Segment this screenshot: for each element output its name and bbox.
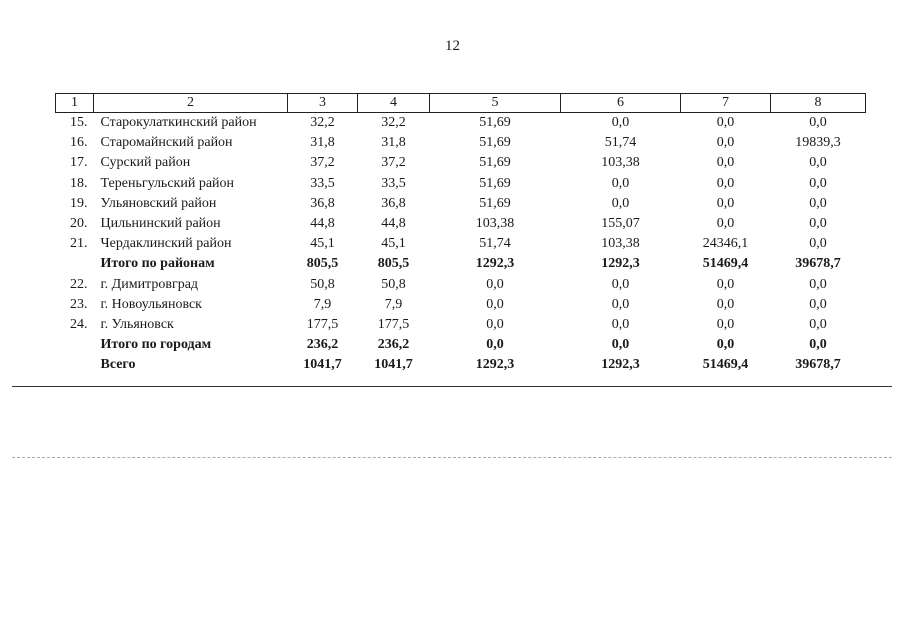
table-row xyxy=(56,174,866,194)
value-col-5: 0,0 xyxy=(486,276,504,292)
value-col-4: 805,5 xyxy=(377,256,410,272)
table-body xyxy=(56,113,866,376)
value-col-6: 1292,3 xyxy=(601,256,640,272)
table-row xyxy=(56,295,866,315)
value-col-4: 236,2 xyxy=(377,337,410,353)
row-number: 21. xyxy=(70,236,88,252)
row-number xyxy=(56,355,94,375)
value-col-5: 0,0 xyxy=(486,296,504,312)
value-col-8: 0,0 xyxy=(809,115,827,131)
column-header: 5 xyxy=(430,94,561,113)
value-col-7: 0,0 xyxy=(716,296,735,312)
value-col-3: 45,1 xyxy=(310,236,335,252)
value-col-4: 33,5 xyxy=(381,175,406,191)
row-name: г. Димитровград xyxy=(100,276,199,292)
value-col-6: 0,0 xyxy=(611,296,630,312)
row-number: 20. xyxy=(70,216,88,232)
value-col-6: 0,0 xyxy=(611,316,630,332)
table-row xyxy=(56,153,866,173)
value-col-5: 51,69 xyxy=(479,155,511,171)
value-col-3: 177,5 xyxy=(306,316,339,332)
value-col-7: 0,0 xyxy=(716,175,735,191)
value-col-7: 0,0 xyxy=(716,195,735,211)
row-number xyxy=(56,335,94,355)
value-col-5: 51,69 xyxy=(479,135,511,151)
value-col-8: 0,0 xyxy=(809,236,827,252)
row-name: Ульяновский район xyxy=(100,195,217,211)
value-col-3: 7,9 xyxy=(313,296,332,312)
scan-artifact-line xyxy=(12,457,892,458)
value-col-7: 0,0 xyxy=(716,216,735,232)
value-col-8: 19839,3 xyxy=(795,135,841,151)
column-header: 4 xyxy=(358,94,430,113)
value-col-6: 103,38 xyxy=(601,236,640,252)
value-col-3: 1041,7 xyxy=(303,357,342,373)
column-header: 3 xyxy=(288,94,358,113)
column-header: 7 xyxy=(681,94,771,113)
row-name: Чердаклинский район xyxy=(100,236,232,252)
row-name: Цильнинский район xyxy=(100,216,221,232)
value-col-7: 24346,1 xyxy=(702,236,749,252)
value-col-6: 0,0 xyxy=(611,175,630,191)
row-name: Старокулаткинский район xyxy=(100,115,257,131)
value-col-3: 44,8 xyxy=(310,216,335,232)
value-col-7: 0,0 xyxy=(716,316,735,332)
value-col-5: 0,0 xyxy=(486,316,504,332)
value-col-4: 31,8 xyxy=(381,135,406,151)
value-col-8: 0,0 xyxy=(809,175,827,191)
value-col-7: 51469,4 xyxy=(702,357,749,373)
value-col-3: 236,2 xyxy=(306,337,339,353)
row-name: Старомайнский район xyxy=(100,135,233,151)
table-row xyxy=(56,234,866,254)
table-row xyxy=(56,275,866,295)
row-name: Всего xyxy=(100,357,136,373)
value-col-7: 51469,4 xyxy=(702,256,749,272)
value-col-4: 45,1 xyxy=(381,236,406,252)
value-col-8: 0,0 xyxy=(809,337,827,353)
column-header: 1 xyxy=(56,94,94,113)
row-number: 24. xyxy=(70,316,88,332)
value-col-8: 39678,7 xyxy=(795,256,841,272)
value-col-8: 0,0 xyxy=(809,296,827,312)
row-number: 22. xyxy=(70,276,88,292)
row-name: г. Новоульяновск xyxy=(100,296,202,312)
value-col-6: 0,0 xyxy=(611,276,630,292)
value-col-8: 0,0 xyxy=(809,276,827,292)
value-col-7: 0,0 xyxy=(716,135,735,151)
column-header: 2 xyxy=(94,94,288,113)
table-row xyxy=(56,335,866,355)
value-col-4: 50,8 xyxy=(381,276,406,292)
value-col-4: 1041,7 xyxy=(374,357,413,373)
row-name: Тереньгульский район xyxy=(100,175,235,191)
column-header: 8 xyxy=(771,94,866,113)
value-col-7: 0,0 xyxy=(716,155,735,171)
table-row xyxy=(56,133,866,153)
value-col-6: 51,74 xyxy=(604,135,637,151)
row-number: 19. xyxy=(70,195,88,211)
value-col-4: 32,2 xyxy=(381,115,406,131)
row-name: Итого по районам xyxy=(100,256,215,272)
row-number: 18. xyxy=(70,175,88,191)
table-row xyxy=(56,355,866,375)
value-col-3: 37,2 xyxy=(310,155,335,171)
horizontal-rule xyxy=(12,386,892,387)
row-name: Итого по городам xyxy=(100,337,212,353)
value-col-6: 0,0 xyxy=(611,195,630,211)
table-row xyxy=(56,315,866,335)
value-col-4: 37,2 xyxy=(381,155,406,171)
value-col-3: 36,8 xyxy=(310,195,335,211)
value-col-3: 805,5 xyxy=(306,256,339,272)
value-col-6: 155,07 xyxy=(601,216,640,232)
value-col-8: 0,0 xyxy=(809,216,827,232)
value-col-5: 103,38 xyxy=(475,216,515,232)
value-col-6: 0,0 xyxy=(611,115,630,131)
value-col-8: 39678,7 xyxy=(795,357,841,373)
table-row xyxy=(56,254,866,274)
row-number xyxy=(56,254,94,274)
value-col-3: 32,2 xyxy=(310,115,335,131)
value-col-5: 1292,3 xyxy=(475,256,515,272)
value-col-5: 51,69 xyxy=(479,195,511,211)
value-col-7: 0,0 xyxy=(716,337,735,353)
row-number: 17. xyxy=(70,155,88,171)
value-col-5: 51,69 xyxy=(479,115,511,131)
value-col-4: 177,5 xyxy=(377,316,410,332)
value-col-3: 33,5 xyxy=(310,175,335,191)
table-row xyxy=(56,113,866,134)
value-col-6: 1292,3 xyxy=(601,357,640,373)
column-header: 6 xyxy=(561,94,681,113)
table-row xyxy=(56,214,866,234)
row-number: 23. xyxy=(70,296,88,312)
page-number: 12 xyxy=(445,38,460,54)
value-col-4: 36,8 xyxy=(381,195,406,211)
value-col-4: 44,8 xyxy=(381,216,406,232)
row-name: г. Ульяновск xyxy=(100,316,174,332)
row-number: 15. xyxy=(70,115,88,131)
table-header-row xyxy=(56,94,866,113)
value-col-5: 1292,3 xyxy=(475,357,515,373)
value-col-8: 0,0 xyxy=(809,316,827,332)
value-col-6: 103,38 xyxy=(601,155,640,171)
value-col-7: 0,0 xyxy=(716,115,735,131)
value-col-6: 0,0 xyxy=(611,337,630,353)
value-col-5: 51,74 xyxy=(479,236,511,252)
table-row xyxy=(56,194,866,214)
value-col-3: 50,8 xyxy=(310,276,335,292)
value-col-5: 0,0 xyxy=(486,337,504,353)
value-col-5: 51,69 xyxy=(479,175,511,191)
data-table xyxy=(55,93,866,375)
row-number: 16. xyxy=(70,135,88,151)
value-col-3: 31,8 xyxy=(310,135,335,151)
value-col-8: 0,0 xyxy=(809,195,827,211)
value-col-4: 7,9 xyxy=(384,296,403,312)
row-name: Сурский район xyxy=(100,155,191,171)
value-col-8: 0,0 xyxy=(809,155,827,171)
value-col-7: 0,0 xyxy=(716,276,735,292)
